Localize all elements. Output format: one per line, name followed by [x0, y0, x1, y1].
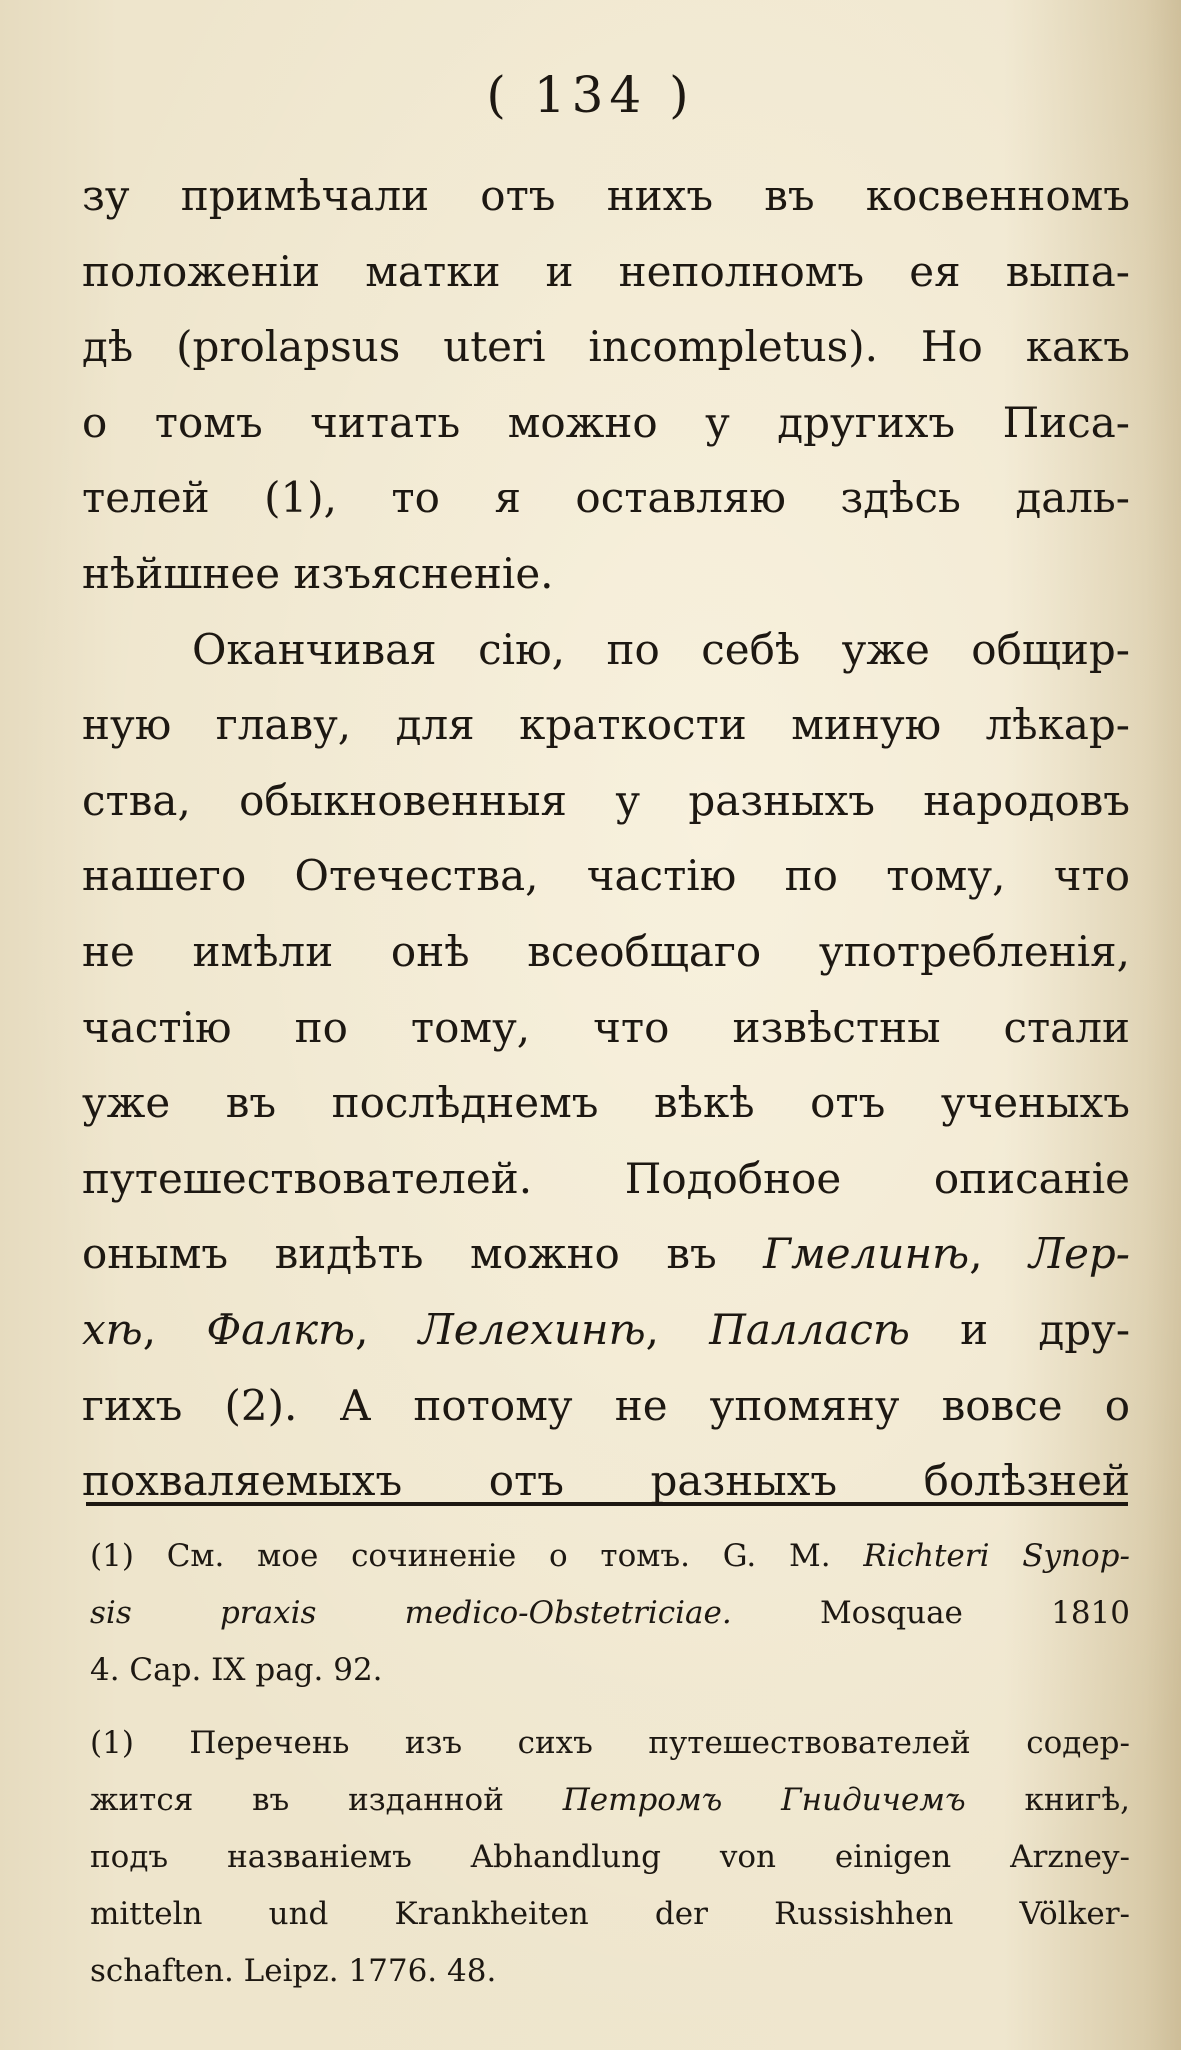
text-fragment: жится въ изданной: [90, 1782, 563, 1818]
text-line: путешествователей. Подобное описанiе: [82, 1153, 1130, 1203]
text-line: дѣ (prolapsus uteri incompletus). Но какъ: [82, 322, 1130, 372]
footnote-line: [90, 1585, 1130, 1642]
text-line: уже въ послѣднемъ вѣкѣ отъ ученыхъ: [82, 1078, 1130, 1128]
author-name: Гмелинѣ: [763, 1229, 970, 1279]
text-line: телей (1), то я оставляю здѣсь даль-: [82, 473, 1130, 523]
footnotes: [90, 1528, 1130, 2000]
text-line: Оканчивая сiю, по себѣ уже общир-: [192, 624, 1130, 674]
text-line: ную главу, для краткости миную лѣкар-: [82, 700, 1130, 750]
footnote-line: [90, 1772, 1130, 1829]
text-line: нѣйшнее изъясненiе.: [82, 548, 554, 598]
text-line: нашего Отечества, частiю по тому, что: [82, 851, 1130, 901]
text-fragment: онымъ видѣть можно въ: [82, 1229, 764, 1279]
author-name: хѣ: [82, 1304, 143, 1354]
author-name: Палласѣ: [709, 1304, 910, 1354]
text-fragment: Mosquae 1810: [731, 1595, 1130, 1631]
text-fragment: ,: [645, 1304, 710, 1354]
body-text: [82, 158, 1130, 1519]
footnote-line: 4. Cap. IX pag. 92.: [90, 1652, 383, 1688]
text-line: гихъ (2). А потому не упомяну вовсе о: [82, 1380, 1130, 1430]
citation-author: Петромъ Гнидичемъ: [562, 1782, 966, 1818]
text-fragment: ,: [142, 1304, 207, 1354]
citation-title: sis praxis medico-Obstetriciae.: [90, 1595, 732, 1631]
author-name: Фалкѣ: [206, 1304, 356, 1354]
text-line: частiю по тому, что извѣстны стали: [82, 1002, 1130, 1052]
text-line: положенiи матки и неполномъ ея выпа-: [82, 246, 1130, 296]
text-fragment: (1) См. мое сочиненiе о томъ. G. M.: [90, 1538, 864, 1574]
footnote-line: подъ названiемъ Abhandlung von einigen Arzney-: [90, 1839, 1130, 1875]
citation-title: Richteri Synop-: [863, 1538, 1130, 1574]
text-line: ства, обыкновенныя у разныхъ народовъ: [82, 775, 1130, 825]
text-line: [82, 1216, 1130, 1292]
footnote-line: (1) Перечень изъ сихъ путешествователей содер-: [90, 1725, 1130, 1761]
text-fragment: ,: [969, 1229, 1030, 1279]
text-line: не имѣли онѣ всеобщаго употребленiя,: [82, 926, 1130, 976]
text-line: зу примѣчали отъ нихъ въ косвенномъ: [82, 171, 1130, 220]
footnote-line: schaften. Leipz. 1776. 48.: [90, 1953, 497, 1989]
text-line: похваляемыхъ отъ разныхъ болѣзней: [82, 1456, 1130, 1506]
text-line: [82, 1292, 1130, 1368]
footnote-line: [90, 1528, 1130, 1585]
text-fragment: и дру-: [909, 1304, 1131, 1354]
footnote-line: mitteln und Krankheiten der Russishhen Völker-: [90, 1896, 1130, 1932]
page-number: ( 134 ): [486, 66, 695, 124]
footnote-gap: [90, 1699, 1130, 1715]
text-line: о томъ читать можно у другихъ Писа-: [82, 397, 1130, 447]
footnote-divider: [86, 1502, 1128, 1506]
text-fragment: ,: [355, 1304, 419, 1354]
text-fragment: книгѣ,: [965, 1782, 1130, 1818]
author-name: Лелехинѣ: [418, 1304, 646, 1354]
author-name: Лер-: [1029, 1229, 1130, 1279]
